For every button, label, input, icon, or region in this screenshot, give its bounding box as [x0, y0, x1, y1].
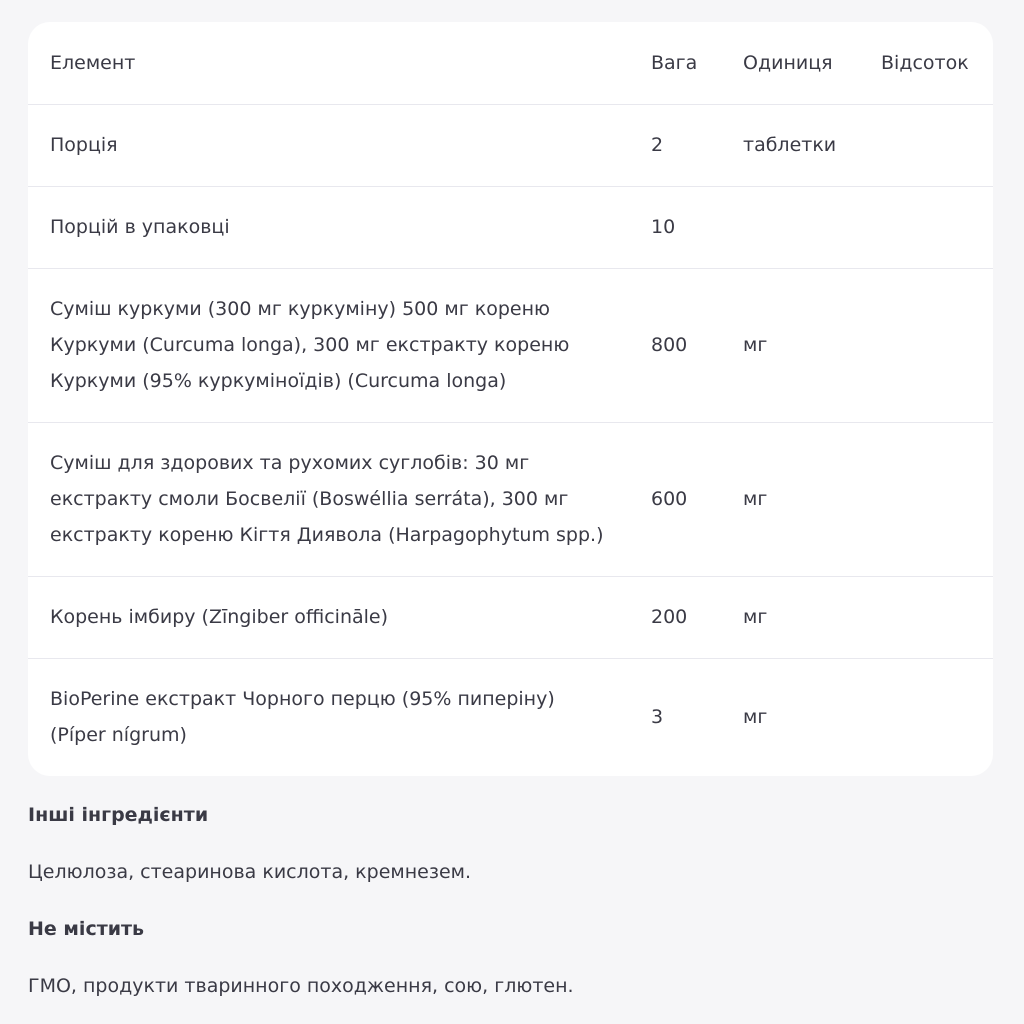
cell-unit: мг [743, 706, 768, 729]
table-row [28, 422, 993, 576]
cell-element-line: BioPerine екстракт Чорного перцю (95% пиперіну) [50, 688, 555, 711]
cell-element-line: екстракту смоли Босвелії (Boswéllia serráta), 300 мг [50, 488, 569, 510]
header-weight: Вага [651, 51, 698, 74]
cell-weight: 800 [651, 334, 688, 356]
cell-percent [859, 104, 993, 186]
other-ingredients-text: Целюлоза, стеаринова кислота, кремнезем. [28, 861, 472, 883]
table-row [28, 104, 993, 186]
cell-weight: 600 [651, 488, 688, 510]
does-not-contain-title: Не містить [28, 918, 145, 940]
header-element: Елемент [50, 51, 136, 74]
table-header-row [28, 22, 993, 104]
composition-table [28, 22, 993, 776]
cell-percent [859, 186, 993, 268]
table-row [28, 658, 993, 776]
cell-element-line: Куркуми (95% куркуміноїдів) (Curcuma longa) [50, 370, 507, 392]
header-unit: Одиниця [743, 51, 833, 74]
table-row [28, 268, 993, 422]
cell-element [28, 658, 629, 776]
cell-weight: 3 [651, 706, 664, 729]
cell-element-line: Куркуми (Curcuma longa), 300 мг екстракту кореню [50, 334, 570, 356]
cell-weight: 200 [651, 606, 688, 628]
cell-element: Корень імбиру (Zīngiber officināle) [50, 606, 389, 628]
cell-element-line: екстракту кореню Кігтя Диявола (Harpagophytum spp.) [50, 524, 604, 546]
cell-unit [721, 186, 859, 268]
cell-percent [859, 658, 993, 776]
table-row [28, 576, 993, 658]
cell-percent [859, 576, 993, 658]
cell-unit: мг [743, 488, 768, 510]
cell-element-line: Суміш для здорових та рухомих суглобів: 30 мг [50, 452, 530, 474]
cell-percent [859, 268, 993, 422]
table-row [28, 186, 993, 268]
cell-unit: мг [743, 334, 768, 356]
cell-unit: мг [743, 606, 768, 628]
cell-weight: 10 [651, 216, 676, 238]
cell-element: Порцій в упаковці [50, 216, 230, 238]
does-not-contain-text: ГМО, продукти тваринного походження, сою, глютен. [28, 975, 574, 997]
cell-element-line: (Píper nígrum) [50, 724, 187, 747]
composition-card [28, 22, 993, 776]
cell-weight: 2 [651, 134, 664, 156]
cell-percent [859, 422, 993, 576]
other-ingredients-title: Інші інгредієнти [28, 804, 209, 826]
cell-element [28, 422, 629, 576]
header-percent: Відсоток [881, 51, 969, 74]
cell-element [28, 268, 629, 422]
cell-element: Порція [50, 134, 118, 156]
cell-element-line: Суміш куркуми (300 мг куркуміну) 500 мг кореню [50, 298, 551, 320]
cell-unit: таблетки [743, 134, 837, 156]
